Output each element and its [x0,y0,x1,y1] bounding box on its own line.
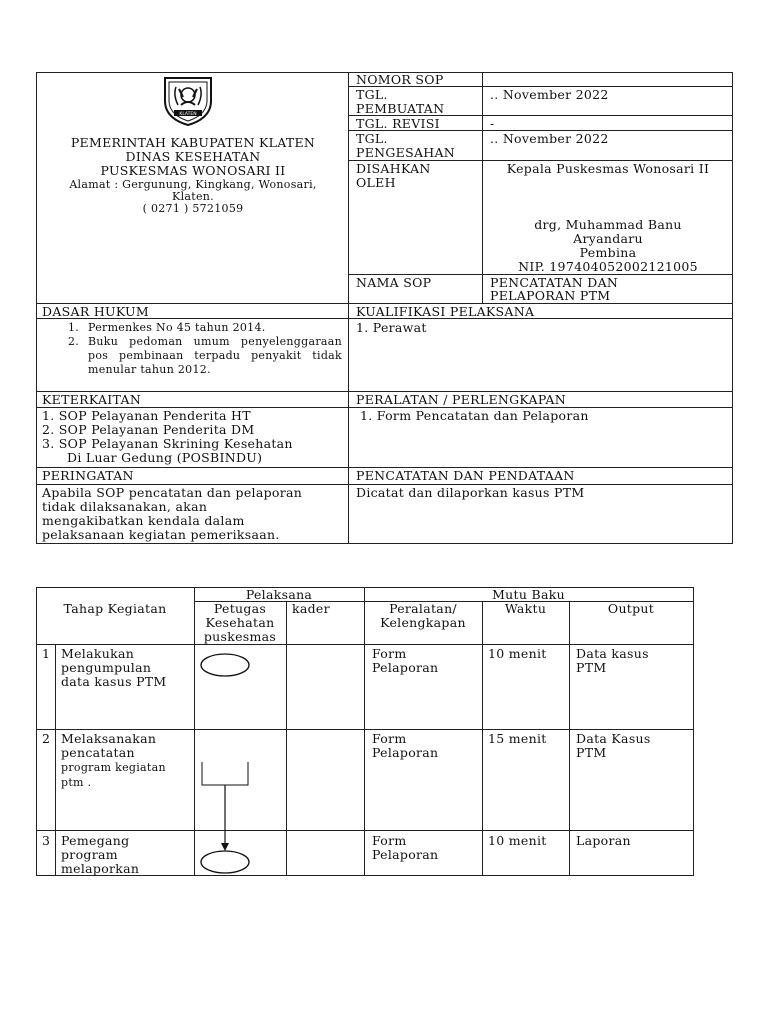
svg-text:KLATEN: KLATEN [179,112,197,117]
phone-number: ( 0271 ) 5721059 [142,202,244,215]
tgl-pembuatan-value: .. November 2022 [490,87,609,102]
dasar-hukum-item-1: Permenkes No 45 tahun 2014. [88,321,266,334]
pencatatan-item-1: Dicatat dan dilaporkan kasus PTM [356,485,585,500]
flow-arrowhead [221,843,229,851]
row-2-peralatan-2: Pelaporan [372,745,439,760]
row-2-step-line-4: ptm . [61,776,92,789]
dept-name: DINAS KESEHATAN [125,149,261,164]
disahkan-label-1: DISAHKAN [356,161,431,176]
signer-nip: NIP. 197404052002121005 [518,259,698,274]
dasar-hukum-item-2b: pos pembinaan terpadu penyakit tidak [88,349,342,362]
row-3-step-line-2: program [61,847,118,862]
row-1-peralatan-1: Form [372,646,407,661]
process-bracket-shape [202,762,248,785]
row-2-step-line-1: Melaksanakan [61,731,157,746]
tgl-revisi-label: TGL. REVISI [356,116,440,131]
col-petugas-1: Petugas [213,601,267,616]
unit-name: PUSKESMAS WONOSARI II [100,163,286,178]
start-terminator-shape [201,654,249,676]
nama-sop-label: NAMA SOP [356,275,432,290]
row-1-peralatan-2: Pelaporan [372,660,439,675]
disahkan-label-2: OLEH [356,175,396,190]
peringatan-line-2: tidak dilaksanakan, akan [42,499,208,514]
address-line-2: Klaten. [172,190,214,203]
peralatan-label: PERALATAN / PERLENGKAPAN [356,392,566,407]
dasar-hukum-item-2a: Buku pedoman umum penyelenggaraan [88,335,342,348]
col-petugas-3: puskesmas [203,629,277,644]
row-1-number: 1 [42,646,51,661]
peringatan-line-3: mengakibatkan kendala dalam [42,513,245,528]
signer-rank: Pembina [579,245,637,260]
col-tahap-kegiatan: Tahap Kegiatan [63,601,167,616]
pencatatan-label: PENCATATAN DAN PENDATAAN [356,468,575,483]
nama-sop-value-2: PELAPORAN PTM [490,288,611,303]
col-peralatan-2: Kelengkapan [380,615,466,630]
dasar-hukum-number-2: 2. [68,335,80,348]
row-3-waktu: 10 menit [488,833,547,848]
keterkaitan-item-1: 1. SOP Pelayanan Penderita HT [42,408,251,423]
row-2-output-1: Data Kasus [576,731,651,746]
tgl-revisi-value: - [490,116,495,131]
tgl-pembuatan-label-2: PEMBUATAN [356,101,445,116]
signer-name-2: Aryandaru [573,231,643,246]
dasar-hukum-label: DASAR HUKUM [42,304,149,319]
col-petugas-2: Kesehatan [205,615,275,630]
keterkaitan-item-3a: 3. SOP Pelayanan Skrining Kesehatan [42,436,293,451]
row-3-peralatan-1: Form [372,833,407,848]
col-waktu: Waktu [504,601,547,616]
col-output: Output [607,601,655,616]
tgl-pengesahan-value: .. November 2022 [490,131,609,146]
row-1-step-line-3: data kasus PTM [61,674,167,689]
peringatan-label: PERINGATAN [42,468,134,483]
row-2-peralatan-1: Form [372,731,407,746]
row-1-step-line-1: Melakukan [61,646,135,661]
peringatan-line-4: pelaksanaan kegiatan pemeriksaan. [42,527,280,542]
keterkaitan-item-3b: Di Luar Gedung (POSBINDU) [67,450,263,465]
row-1-output-2: PTM [576,660,607,675]
col-pelaksana: Pelaksana [245,587,313,602]
gov-name: PEMERINTAH KABUPATEN KLATEN [70,135,316,150]
nomor-sop-label: NOMOR SOP [356,72,444,87]
keterkaitan-label: KETERKAITAN [42,392,142,407]
col-peralatan-1: Peralatan/ [389,601,457,616]
keterkaitan-item-2: 2. SOP Pelayanan Penderita DM [42,422,255,437]
row-3-peralatan-2: Pelaporan [372,847,439,862]
col-kader: kader [292,601,330,616]
row-1-waktu: 10 menit [488,646,547,661]
peralatan-item-1: 1. Form Pencatatan dan Pelaporan [360,408,589,423]
tgl-pengesahan-label-1: TGL. [356,131,388,146]
row-2-number: 2 [42,731,51,746]
dasar-hukum-number-1: 1. [68,321,80,334]
kualifikasi-item-1: 1. Perawat [356,320,427,335]
end-terminator-shape [201,851,249,873]
dasar-hukum-item-2c: menular tahun 2012. [88,363,211,376]
address-line-1: Alamat : Gergunung, Kingkang, Wonosari, [69,178,317,191]
row-3-step-line-3: melaporkan [61,861,140,876]
row-1-step-line-2: pengumpulan [61,660,152,675]
kualifikasi-label: KUALIFIKASI PELAKSANA [356,304,535,319]
peringatan-line-1: Apabila SOP pencatatan dan pelaporan [42,485,303,500]
row-3-number: 3 [42,833,51,848]
row-2-step-line-3: program kegiatan [61,761,166,774]
row-3-output-1: Laporan [576,833,631,848]
tgl-pengesahan-label-2: PENGESAHAN [356,145,456,160]
col-mutu-baku: Mutu Baku [492,587,565,602]
row-2-waktu: 15 menit [488,731,547,746]
row-3-step-line-1: Pemegang [61,833,130,848]
disahkan-title: Kepala Puskesmas Wonosari II [506,161,710,176]
nama-sop-value-1: PENCATATAN DAN [490,275,619,290]
tgl-pembuatan-label-1: TGL. [356,87,388,102]
row-1-output-1: Data kasus [576,646,649,661]
signer-name-1: drg, Muhammad Banu [534,217,682,232]
row-2-step-line-2: pencatatan [61,745,135,760]
row-2-output-2: PTM [576,745,607,760]
